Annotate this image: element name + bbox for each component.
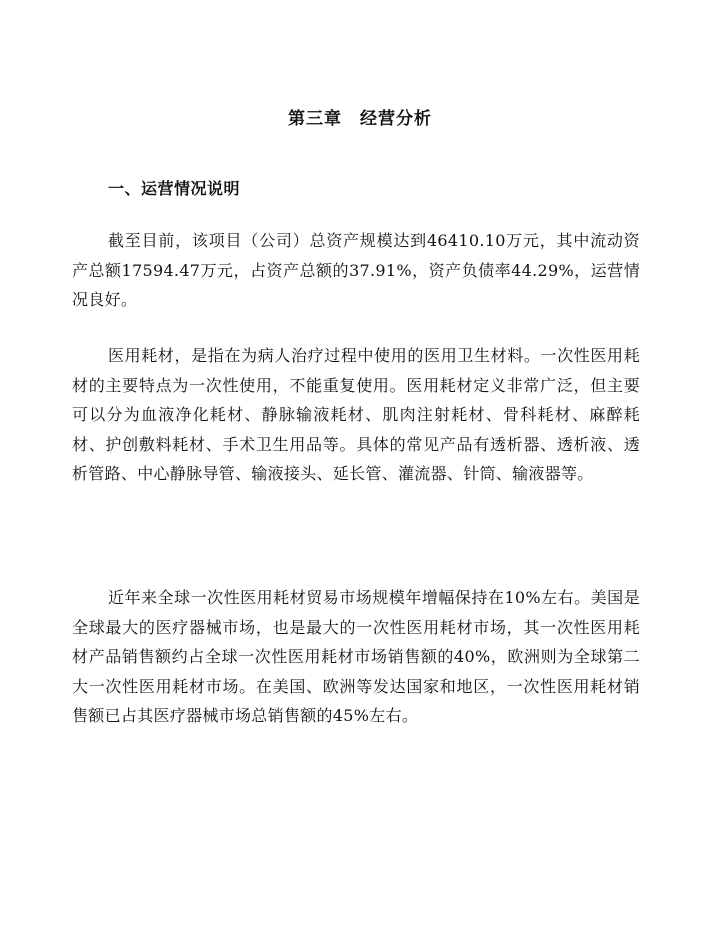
section-heading: 一、运营情况说明 — [108, 179, 241, 198]
paragraph-operations-summary: 截至目前，该项目（公司）总资产规模达到46410.10万元，其中流动资产总额17594.47万元，占资产总额的37.91%，资产负债率44.29%，运营情况良好。 — [72, 231, 640, 310]
chapter-title: 第三章 经营分析 — [288, 109, 432, 129]
paragraph-global-market: 近年来全球一次性医用耗材贸易市场规模年增幅保持在10%左右。美国是全球最大的医疗器械市场，也是最大的一次性医用耗材市场，其一次性医用耗材产品销售额约占全球一次性医用耗材市场销售额的40%，欧洲则为全球第二大一次性医用耗材市场。在美国、欧洲等发达国家和地区，一次性医用耗材销售额已占其医疗器械市场总销售额的45%左右。 — [72, 588, 640, 726]
paragraph-medical-consumables-definition: 医用耗材，是指在为病人治疗过程中使用的医用卫生材料。一次性医用耗材的主要特点为一次性使用，不能重复使用。医用耗材定义非常广泛，但主要可以分为血液净化耗材、静脉输液耗材、肌肉注射耗材、骨科耗材、麻醉耗材、护创敷料耗材、手术卫生用品等。具体的常见产品有透析器、透析液、透析管路、中心静脉导管、输液接头、延长管、灌流器、针筒、输液器等。 — [72, 346, 640, 484]
